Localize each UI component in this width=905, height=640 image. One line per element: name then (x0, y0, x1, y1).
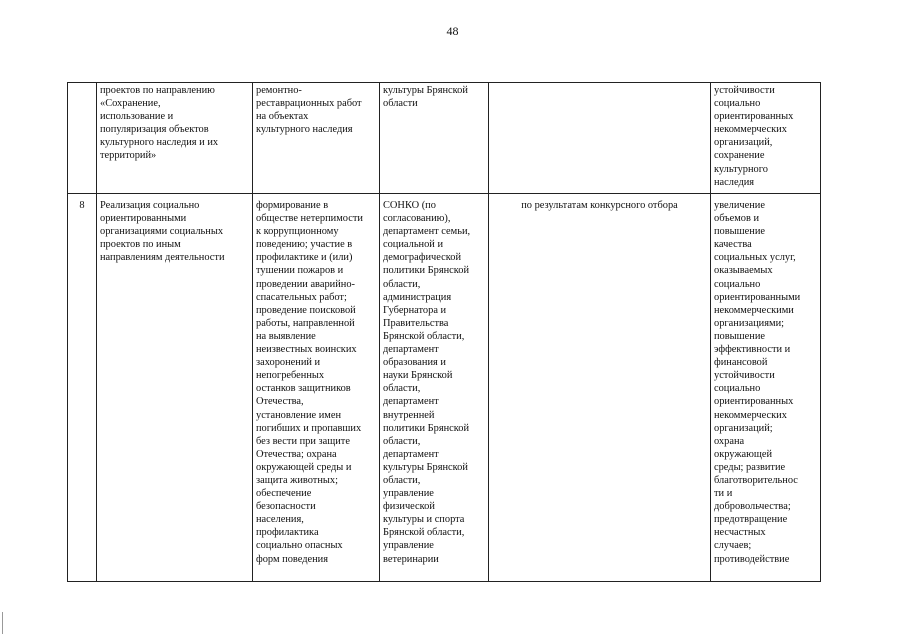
page-number: 48 (446, 24, 459, 38)
row-number: 8 (79, 200, 85, 211)
scan-artifact-mark (2, 612, 3, 634)
executors-cell (380, 83, 489, 194)
result-cell (711, 83, 821, 194)
direction-cell (253, 194, 380, 582)
row-number-cell (68, 83, 97, 194)
measure-name: Реализация социально ориентированными организациями социальных проектов по иным направлениям деятельности (100, 200, 225, 264)
measure-executors: СОНКО (по согласованию), департамент семьи, социальной и демографической политики Брянской области, администрация Губернатора и Правительства Брянской области, департамент образования и науки Брянской области, департамент внутренней политики Брянской области, департамент культуры Брянской области, управление физической культуры и спорта Брянской области, управление ветеринарии (383, 200, 471, 565)
direction-cell (253, 83, 380, 194)
row-number-cell (68, 194, 97, 582)
measure-direction: ремонтно- реставрационных работ на объектах культурного наследия (256, 85, 362, 136)
table-row (68, 194, 821, 582)
measure-direction: формирование в обществе нетерпимости к коррупционному поведению; участие в профилактике и (или) тушении пожаров и проведении аварийно- спасательных работ; проведение поисковой работы, направленной на выявление неизвестных воинских захоронений и непогребенных останков защитников Отечества, установление имен погибших и пропавших без вести при защите Отечества; охрана окружающей среды и защита животных; обеспечение безопасности населения, профилактика социально опасных форм поведения (256, 200, 363, 565)
timing-cell (489, 83, 711, 194)
timing-cell (489, 194, 711, 582)
measure-timing: по результатам конкурсного отбора (521, 200, 678, 211)
measure-name-cell (97, 194, 253, 582)
measure-result: устойчивости социально ориентированных некоммерческих организаций, сохранение культурного наследия (714, 85, 794, 188)
measure-result: увеличение объемов и повышение качества социальных услуг, оказываемых социально ориентированными некоммерческими организациями; повышение эффективности и финансовой устойчивости социально ориентированных некоммерческих организаций; охрана окружающей среды; развитие благотворительнос ти и добровольчества; предотвращение несчастных случаев; противодействие (714, 200, 801, 565)
measures-table (67, 82, 821, 582)
measure-name-cell (97, 83, 253, 194)
result-cell (711, 194, 821, 582)
table-row (68, 83, 821, 194)
measure-name: проектов по направлению «Сохранение, использование и популяризация объектов культурного наследия и их территорий» (100, 85, 219, 162)
executors-cell (380, 194, 489, 582)
measure-executors: культуры Брянской области (383, 85, 468, 110)
